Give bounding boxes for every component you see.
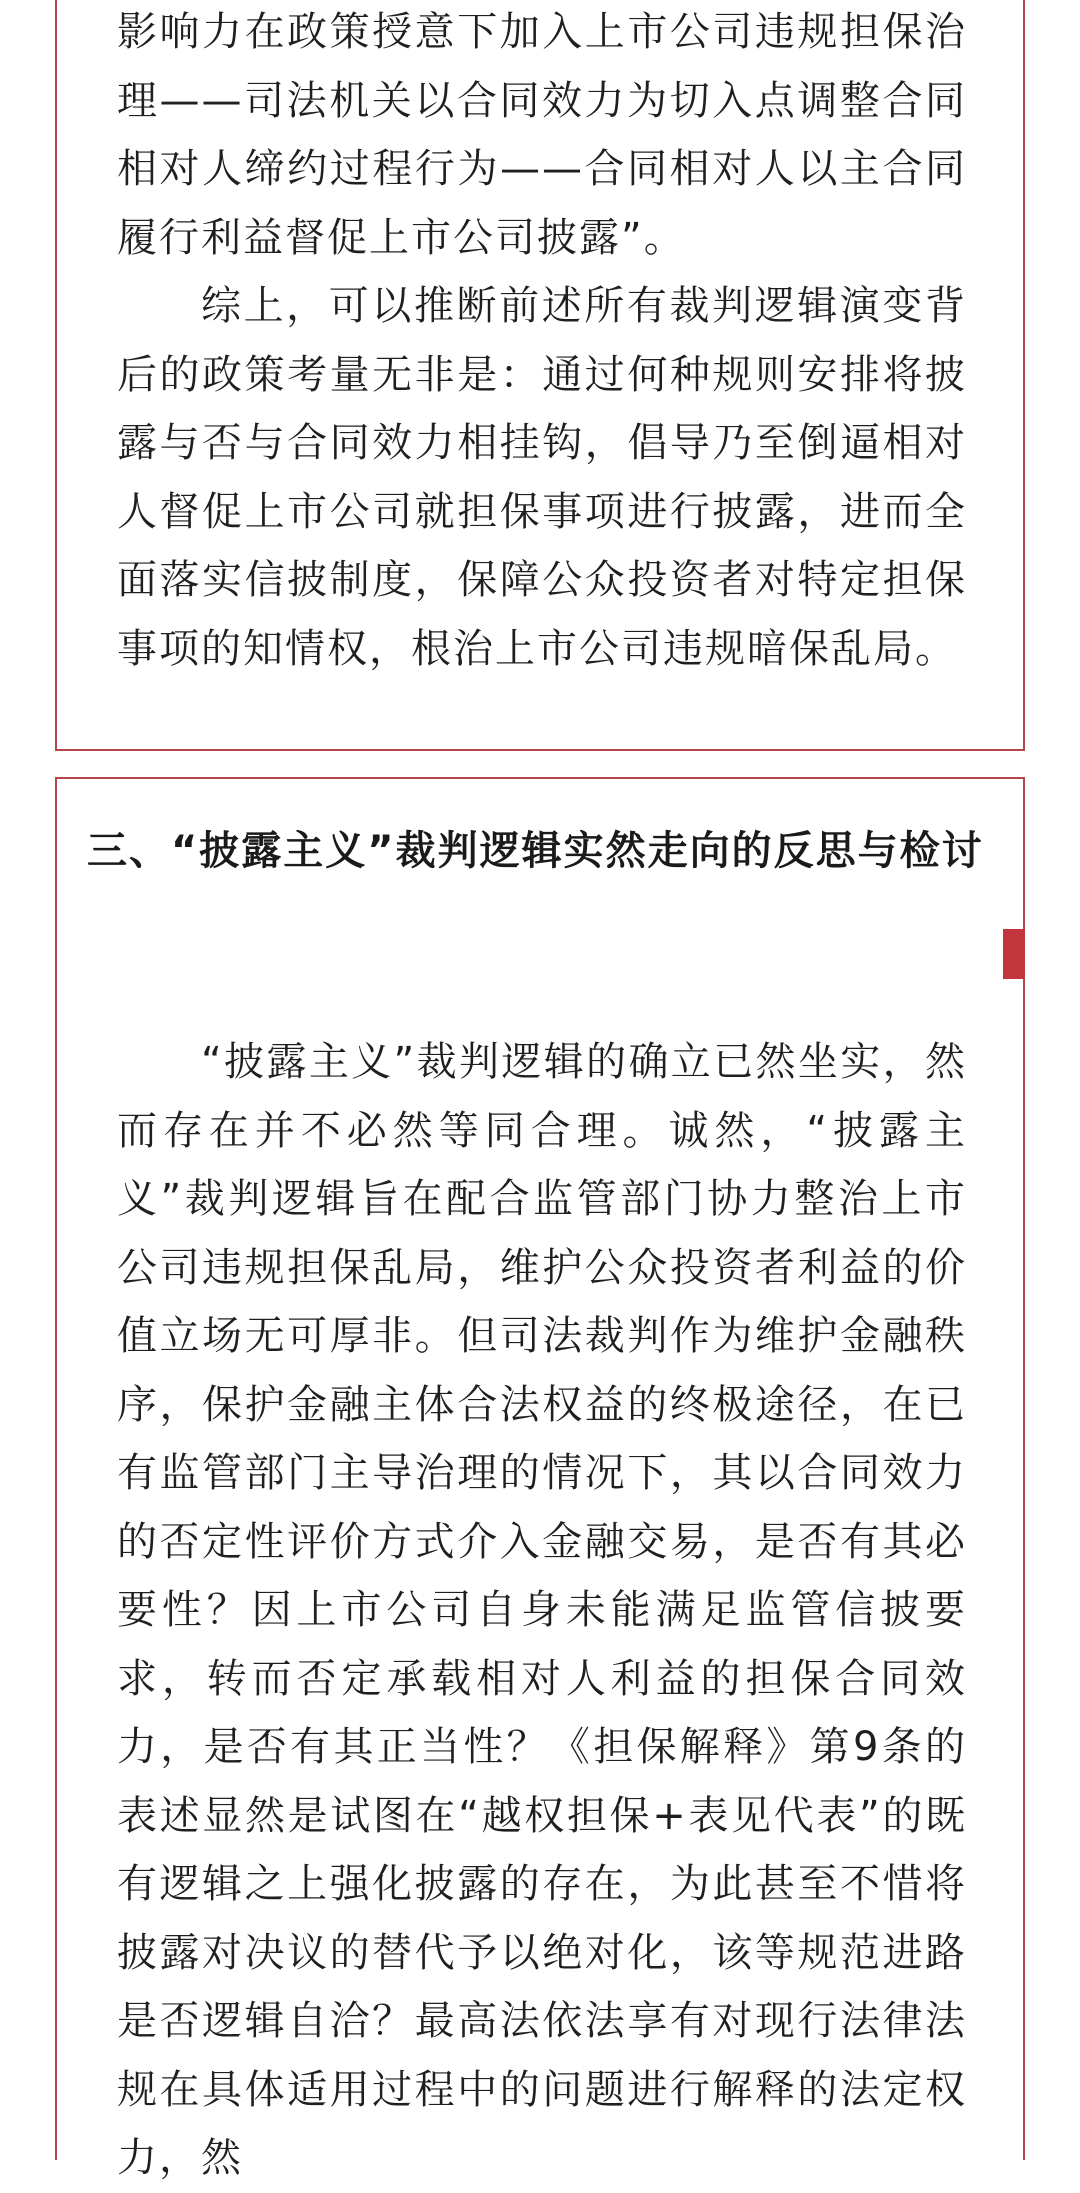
previous-section-box bbox=[55, 0, 1025, 751]
heading-accent-marker bbox=[1003, 929, 1025, 979]
paragraph-continuation: 影响力在政策授意下加入上市公司违规担保治理——司法机关以合同效力为切入点调整合同相对人缔约过程行为——合同相对人以主合同履行利益督促上市公司披露”。 bbox=[117, 9, 967, 261]
paragraph-reflection: “披露主义”裁判逻辑的确立已然坐实，然而存在并不必然等同合理。诚然，“披露主义”裁判逻辑旨在配合监管部门协力整治上市公司违规担保乱局，维护公众投资者利益的价值立场无可厚非。但司法裁判作为维护金融秩序，保护金融主体合法权益的终极途径，在已有监管部门主导治理的情况下，其以合同效力的否定性评价方式介入金融交易，是否有其必要性？因上市公司自身未能满足监管信披要求，转而否定承载相对人利益的担保合同效力，是否有其正当性？《担保解释》第9条的表述显然是试图在“越权担保+表见代表”的既有逻辑之上强化披露的存在，为此甚至不惜将披露对决议的替代予以绝对化，该等规范进路是否逻辑自洽？最高法依法享有对现行法律法规在具体适用过程中的问题进行解释的法定权力，然 bbox=[117, 1039, 967, 2181]
section-three-body bbox=[55, 980, 1025, 2181]
previous-section-text bbox=[117, 0, 967, 683]
section-three-header bbox=[55, 777, 1025, 982]
section-three-text bbox=[117, 1028, 967, 2193]
paragraph-summary: 综上，可以推断前述所有裁判逻辑演变背后的政策考量无非是：通过何种规则安排将披露与否与合同效力相挂钩，倡导乃至倒逼相对人督促上市公司就担保事项进行披露，进而全面落实信披制度，保障公众投资者对特定担保事项的知情权，根治上市公司违规暗保乱局。 bbox=[117, 283, 967, 672]
section-three-title: 三、“披露主义”裁判逻辑实然走向的反思与检讨 bbox=[87, 828, 984, 874]
